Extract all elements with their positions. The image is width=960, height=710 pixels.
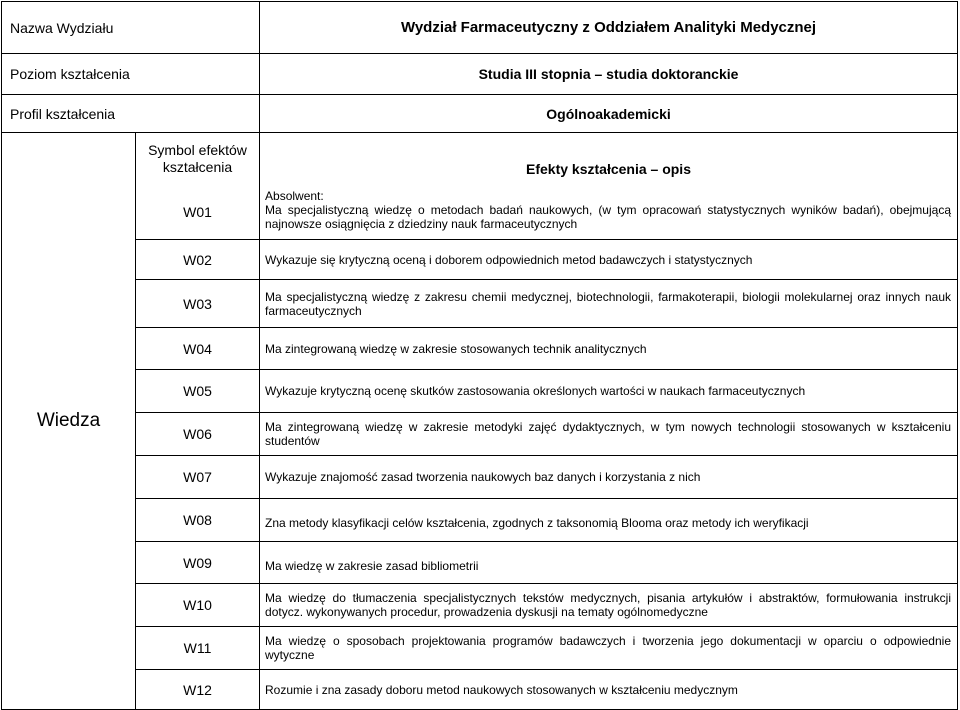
outcome-code: W08 bbox=[136, 499, 260, 542]
outcome-code: W03 bbox=[136, 280, 260, 328]
table-row bbox=[2, 240, 958, 280]
table-row bbox=[2, 280, 958, 328]
outcome-text: Ma specjalistyczną wiedzę z zakresu chemii medycznej, biotechnologii, farmakoterapii, biologii molekularnej oraz innych nauk farmaceutycznych bbox=[260, 280, 958, 328]
outcome-text: Ma wiedzę o sposobach projektowania programów badawczych i tworzenia jego dokumentacji w oparciu o odpowiednie wytyczne bbox=[260, 627, 958, 670]
outcome-text: Ma zintegrowaną wiedzę w zakresie metodyki zajęć dydaktycznych, w tym nowych technologii stosowanych w kształceniu studentów bbox=[260, 413, 958, 456]
profile-value: Ogólnoakademicki bbox=[260, 95, 958, 133]
outcome-text: Wykazuje krytyczną ocenę skutków zastosowania określonych wartości w naukach farmaceutycznych bbox=[260, 370, 958, 413]
table-row bbox=[2, 328, 958, 370]
outcome-code: W09 bbox=[136, 542, 260, 584]
faculty-value: Wydział Farmaceutyczny z Oddziałem Analityki Medycznej bbox=[260, 2, 958, 54]
table-row bbox=[2, 584, 958, 627]
outcome-text: Wykazuje znajomość zasad tworzenia naukowych baz danych i korzystania z nich bbox=[260, 456, 958, 499]
outcome-code: W06 bbox=[136, 413, 260, 456]
outcome-code: W12 bbox=[136, 670, 260, 710]
effects-column-header: Efekty kształcenia – opis bbox=[260, 133, 958, 186]
level-row bbox=[2, 54, 958, 95]
outcome-text: Wykazuje się krytyczną oceną i doborem odpowiednich metod badawczych i statystycznych bbox=[260, 240, 958, 280]
graduate-label: Absolwent: bbox=[265, 188, 324, 203]
faculty-row bbox=[2, 2, 958, 54]
outcome-text: Rozumie i zna zasady doboru metod naukowych stosowanych w kształceniu medycznym bbox=[260, 670, 958, 710]
level-label: Poziom kształcenia bbox=[2, 54, 260, 95]
outcome-text: Ma wiedzę do tłumaczenia specjalistycznych tekstów medycznych, pisania artykułów i abstraktów, formułowania instrukcji dotycz. wykonywanych procedur, prowadzenia dyskusji na tematy ogólnomedyczne bbox=[260, 584, 958, 627]
outcome-code: W05 bbox=[136, 370, 260, 413]
profile-row bbox=[2, 95, 958, 133]
outcome-text: Zna metody klasyfikacji celów kształcenia, zgodnych z taksonomią Blooma oraz metody ich weryfikacji bbox=[260, 499, 958, 542]
symbol-column-header: Symbol efektów kształcenia bbox=[136, 133, 260, 186]
table-row bbox=[2, 627, 958, 670]
table-row bbox=[2, 542, 958, 584]
outcome-code: W10 bbox=[136, 584, 260, 627]
table-row bbox=[2, 413, 958, 456]
outcome-code: W07 bbox=[136, 456, 260, 499]
outcome-text: Ma wiedzę w zakresie zasad bibliometrii bbox=[260, 542, 958, 584]
profile-label: Profil kształcenia bbox=[2, 95, 260, 133]
outcome-code: W04 bbox=[136, 328, 260, 370]
table-row bbox=[2, 670, 958, 710]
table-row bbox=[2, 186, 958, 240]
faculty-label: Nazwa Wydziału bbox=[2, 2, 260, 54]
outcome-description: Ma specjalistyczną wiedzę o metodach badań naukowych, (w tym opracowań statystycznych wyników badań), obejmującą najnowsze osiągnięcia z dziedziny nauk farmaceutycznych bbox=[265, 202, 951, 231]
learning-outcomes-table bbox=[1, 1, 958, 710]
table-row bbox=[2, 456, 958, 499]
level-value: Studia III stopnia – studia doktoranckie bbox=[260, 54, 958, 95]
outcome-text bbox=[260, 186, 958, 240]
table-row bbox=[2, 370, 958, 413]
outcome-code: W11 bbox=[136, 627, 260, 670]
column-header-row bbox=[2, 133, 958, 186]
outcome-code: W01 bbox=[136, 186, 260, 240]
outcome-text: Ma zintegrowaną wiedzę w zakresie stosowanych technik analitycznych bbox=[260, 328, 958, 370]
table-row bbox=[2, 499, 958, 542]
outcome-code: W02 bbox=[136, 240, 260, 280]
category-cell: Wiedza bbox=[2, 133, 136, 710]
